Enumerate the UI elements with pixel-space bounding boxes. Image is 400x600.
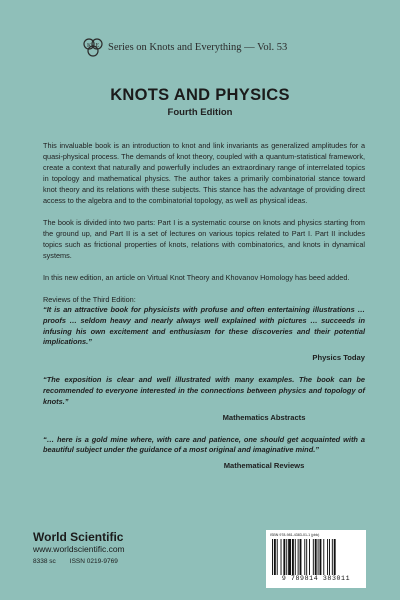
review-source: Physics Today (312, 353, 365, 363)
reviews-heading: Reviews of the Third Edition: (43, 295, 136, 304)
review-source: Mathematical Reviews (223, 461, 305, 471)
review-quote: “It is an attractive book for physicists with profuse and often entertaining illustrations … proofs … seldom heavy and nearly always well explained with pictures … succeeds in infusing his own excitement and enthusiasm for these discoveries and their potential implications.” (43, 305, 365, 347)
book-title: KNOTS AND PHYSICS (110, 86, 290, 104)
book-edition: Fourth Edition (167, 107, 233, 118)
publisher-name: World Scientific (33, 530, 124, 544)
review-item (43, 435, 365, 472)
svg-text:E: E (95, 43, 100, 49)
barcode-number: 9 789814 383011 (281, 575, 351, 582)
catalog-code: 8338 sc (33, 558, 56, 565)
publisher-url: www.worldscientific.com (33, 544, 125, 554)
description-paragraph: In this new edition, an article on Virtual Knot Theory and Khovanov Homology has beed added. (43, 273, 350, 282)
publisher-codes (33, 557, 125, 567)
review-item (43, 305, 365, 363)
series-header (82, 36, 287, 58)
svg-text:K: K (87, 43, 92, 49)
isbn-text: ISBN 978-981-4383-01-1 (pbk) (270, 533, 320, 537)
review-quote: “… here is a gold mine where, with care and patience, one should get acquainted with a beautiful subject under the guidance of a most original and imaginative mind.” (43, 434, 365, 455)
description-paragraph: The book is divided into two parts: Part I is a systematic course on knots and physics starting from the ground up, and Part II is a set of lectures on various topics related to Part I. Part II includes topics such as frictional properties of knots, relations with combinatorics, and knots in dynamical systems. (43, 218, 365, 260)
publisher-block (33, 530, 125, 567)
issn: ISSN 0219-9769 (69, 558, 118, 565)
description-paragraph: This invaluable book is an introduction to knot and link invariants as generalized amplitudes for a quasi-physical process. The demands of knot theory, coupled with a quantum-statistical framework, create a context that naturally and powerfully includes an extraordinary range of interrelated topics in topology and mathematical physics. The author takes a primarily combinatorial stance toward knot theory and its relations with these subjects. This stance has the advantage of providing direct access to the algebra and to the combinatorial topology, as well as physical ideas. (43, 141, 365, 205)
review-item (43, 375, 365, 422)
barcode-icon (270, 539, 362, 575)
series-label: Series on Knots and Everything — Vol. 53 (108, 41, 288, 53)
barcode-box (266, 530, 366, 588)
review-quote: “The exposition is clear and well illustrated with many examples. The book can be recommended to everyone interested in the connections between physics and topology of knots.” (43, 375, 365, 406)
back-cover-text (43, 140, 365, 483)
knot-series-logo-icon (82, 36, 104, 58)
review-source: Mathematics Abstracts (222, 412, 306, 422)
